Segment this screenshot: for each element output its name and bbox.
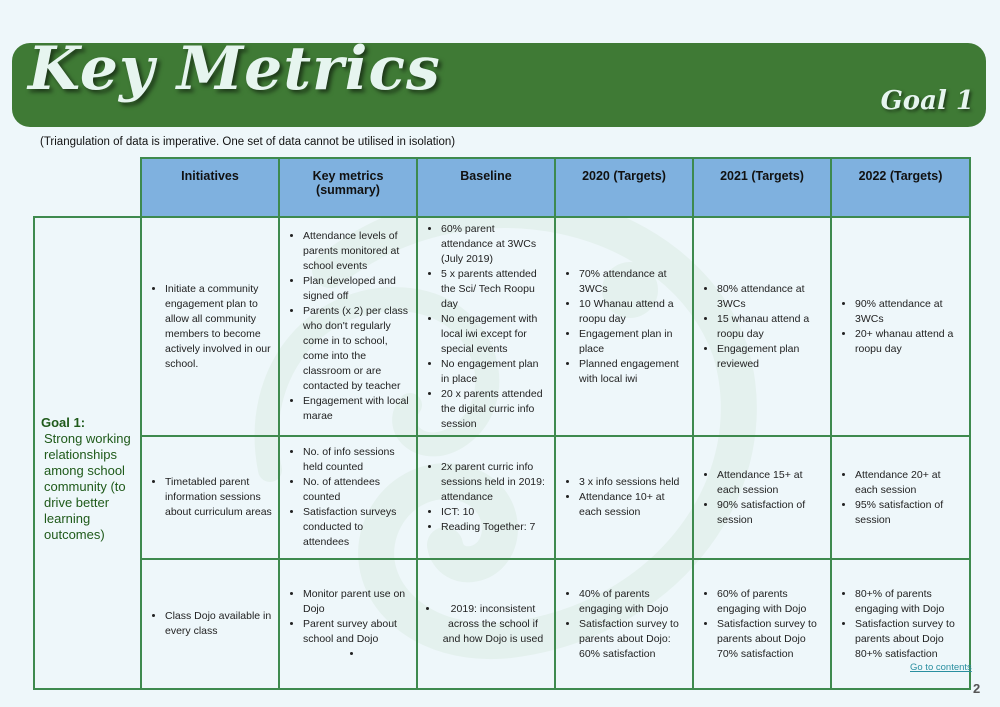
- col-header-2022: 2022 (Targets): [831, 158, 970, 217]
- baseline-cell: [417, 436, 555, 559]
- list-item: • 80+% of parents engaging with Dojo: [855, 587, 964, 617]
- col-header-2021: 2021 (Targets): [693, 158, 831, 217]
- key-metrics-cell: [279, 217, 417, 436]
- table-header-row: [34, 158, 970, 217]
- goal-heading: Goal 1:: [41, 415, 86, 430]
- target-2022-cell: [831, 436, 970, 559]
- list-item: • 80% attendance at 3WCs: [717, 282, 825, 312]
- col-header-initiatives: Initiatives: [141, 158, 279, 217]
- list-item: • 3 x info sessions held: [579, 475, 687, 490]
- target-2021-cell: [693, 436, 831, 559]
- list-item: • 40% of parents engaging with Dojo: [579, 587, 687, 617]
- list-item: • No. of info sessions held counted: [303, 445, 411, 475]
- initiative-cell: [141, 559, 279, 689]
- list-item: • Planned engagement with local iwi: [579, 357, 687, 387]
- table-row: [34, 436, 970, 559]
- list-item: • Engagement plan in place: [579, 327, 687, 357]
- list-item: • Timetabled parent information sessions about curriculum areas: [165, 475, 273, 520]
- list-item: • 20 x parents attended the digital curric info session: [441, 387, 549, 432]
- list-item: • Monitor parent use on Dojo: [303, 587, 411, 617]
- key-metrics-table: [33, 157, 971, 690]
- list-item: • 20+ whanau attend a roopu day: [855, 327, 964, 357]
- target-2021-cell: [693, 217, 831, 436]
- list-item: • No engagement plan in place: [441, 357, 549, 387]
- list-item: • Engagement with local marae: [303, 394, 411, 424]
- list-item: • 5 x parents attended the Sci/ Tech Roopu day: [441, 267, 549, 312]
- go-to-contents-link[interactable]: Go to contents: [910, 662, 972, 673]
- key-metrics-cell: [279, 436, 417, 559]
- target-2021-cell: [693, 559, 831, 689]
- list-item: • Attendance 15+ at each session: [717, 468, 825, 498]
- initiative-cell: [141, 217, 279, 436]
- table-row: [34, 217, 970, 436]
- goal-description: Strong working relationships among school community (to drive better learning outcomes): [44, 431, 131, 542]
- target-2020-cell: [555, 436, 693, 559]
- list-item: • 2019: inconsistent across the school if and how Dojo is used: [439, 602, 547, 647]
- goal-cell: [34, 217, 141, 689]
- list-item: • Initiate a community engagement plan to allow all community members to become actively involved in our school.: [165, 282, 273, 372]
- list-item: • Class Dojo available in every class: [165, 609, 273, 639]
- list-item: • Satisfaction survey to parents about Dojo 80+% satisfaction: [855, 617, 964, 662]
- blank-corner: [34, 158, 141, 217]
- key-metrics-cell: [279, 559, 417, 689]
- col-header-2020: 2020 (Targets): [555, 158, 693, 217]
- target-2020-cell: [555, 559, 693, 689]
- list-item: • Satisfaction surveys conducted to attendees: [303, 505, 411, 550]
- target-2022-cell: [831, 217, 970, 436]
- list-item: • 90% attendance at 3WCs: [855, 297, 964, 327]
- triangulation-note: (Triangulation of data is imperative. One set of data cannot be utilised in isolation): [40, 136, 456, 148]
- list-item: • Engagement plan reviewed: [717, 342, 825, 372]
- list-item: • 60% of parents engaging with Dojo: [717, 587, 825, 617]
- list-item: • Reading Together: 7: [441, 520, 549, 535]
- list-item: • Plan developed and signed off: [303, 274, 411, 304]
- table-row: [34, 559, 970, 689]
- list-item: • 2x parent curric info sessions held in 2019: attendance: [441, 460, 549, 505]
- list-item: • No. of attendees counted: [303, 475, 411, 505]
- col-header-key-metrics: Key metrics (summary): [279, 158, 417, 217]
- list-item: • 10 Whanau attend a roopu day: [579, 297, 687, 327]
- baseline-cell: [417, 217, 555, 436]
- list-item: • 60% parent attendance at 3WCs (July 2019): [441, 222, 549, 267]
- list-item: • Attendance levels of parents monitored at school events: [303, 229, 411, 274]
- list-item: [303, 647, 411, 662]
- list-item: • Satisfaction survey to parents about Dojo: 60% satisfaction: [579, 617, 687, 662]
- list-item: • 15 whanau attend a roopu day: [717, 312, 825, 342]
- list-item: • Parents (x 2) per class who don't regularly come in to school, come into the classroom or are contacted by teacher: [303, 304, 411, 394]
- target-2020-cell: [555, 217, 693, 436]
- list-item: • 95% satisfaction of session: [855, 498, 964, 528]
- initiative-cell: [141, 436, 279, 559]
- baseline-cell: [417, 559, 555, 689]
- col-header-baseline: Baseline: [417, 158, 555, 217]
- list-item: • No engagement with local iwi except for special events: [441, 312, 549, 357]
- page-title: Key Metrics: [28, 34, 441, 104]
- list-item: • ICT: 10: [441, 505, 549, 520]
- list-item: • Attendance 20+ at each session: [855, 468, 964, 498]
- list-item: • 90% satisfaction of session: [717, 498, 825, 528]
- list-item: • 70% attendance at 3WCs: [579, 267, 687, 297]
- goal-label: Goal 1: [880, 86, 974, 116]
- list-item: • Satisfaction survey to parents about Dojo 70% satisfaction: [717, 617, 825, 662]
- page-number: 2: [973, 681, 981, 696]
- list-item: • Attendance 10+ at each session: [579, 490, 687, 520]
- list-item: • Parent survey about school and Dojo: [303, 617, 411, 647]
